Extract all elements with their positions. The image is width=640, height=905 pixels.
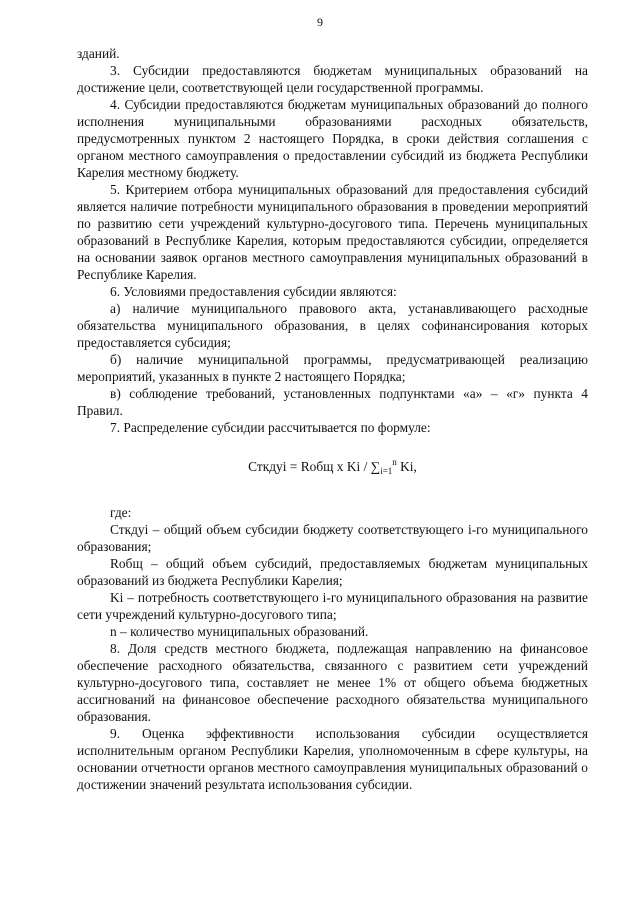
paragraph-continuation: зданий. [77, 46, 120, 61]
document-body [77, 45, 588, 793]
formula-sum-upper-index: n [392, 457, 397, 467]
paragraph-8: 8. Доля средств местного бюджета, подлежащая направлению на финансовое обеспечение расходного обязательства, связанного с развитием сети учреждений культурно-досугового типа, составляет не менее 1% от общего объема бюджетных ассигнований на финансовое обеспечение расходного обязательства муниципального образования. [77, 641, 588, 724]
paragraph-6b: б) наличие муниципальной программы, предусматривающей реализацию мероприятий, указанных в пункте 2 настоящего Порядка; [77, 352, 588, 384]
paragraph-6: 6. Условиями предоставления субсидии являются: [110, 284, 397, 299]
formula-left: Сткдуi = Rобщ х Ki / ∑ [248, 459, 381, 474]
paragraph-5: 5. Критерием отбора муниципальных образований для предоставления субсидий является наличие потребности муниципального образования в проведении мероприятий по развитию сети учреждений культурно-досугового типа. Перечень муниципальных образований в Республике Карелия, которым предоставляются субсидии, определяется на основании заявок органов местного самоуправления муниципальных образований в Республике Карелия. [77, 182, 588, 282]
paragraph-9: 9. Оценка эффективности использования субсидии осуществляется исполнительным органом Республики Карелия, уполномоченным в сфере культуры, на основании отчетности органов местного самоуправления муниципальных образований о достижении значений результата использования субсидии. [77, 726, 588, 792]
definition-n: n – количество муниципальных образований. [110, 624, 369, 639]
page-number: 9 [317, 15, 323, 29]
formula-right: Ki, [396, 459, 417, 474]
definition-stkdu: Сткдуi – общий объем субсидии бюджету соответствующего i-го муниципального образования; [77, 522, 588, 554]
paragraph-3: 3. Субсидии предоставляются бюджетам муниципальных образований на достижение цели, соответствующей цели государственной программы. [77, 63, 588, 95]
where-label: где: [110, 505, 132, 520]
formula-sum-lower-index: i=1 [380, 466, 393, 476]
definition-ki: Ki – потребность соответствующего i-го муниципального образования на развитие сети учреждений культурно-досугового типа; [77, 590, 588, 622]
paragraph-4: 4. Субсидии предоставляются бюджетам муниципальных образований до полного исполнения муниципальными образованиями расходных обязательств, предусмотренных пунктом 2 настоящего Порядка, в сроки действия соглашения с органом местного самоуправления о предоставлении субсидий из бюджета Республики Карелия местному бюджету. [77, 97, 588, 180]
paragraph-6c: в) соблюдение требований, установленных подпунктами «а» – «г» пункта 4 Правил. [77, 386, 588, 418]
definition-robsch: Rобщ – общий объем субсидий, предоставляемых бюджетам муниципальных образований из бюджета Республики Карелия; [77, 556, 588, 588]
distribution-formula [77, 454, 588, 480]
paragraph-7: 7. Распределение субсидии рассчитывается по формуле: [110, 420, 431, 435]
paragraph-6a: а) наличие муниципального правового акта, устанавливающего расходные обязательства муниципального образования, в целях софинансирования которых предоставляется субсидия; [77, 301, 588, 350]
